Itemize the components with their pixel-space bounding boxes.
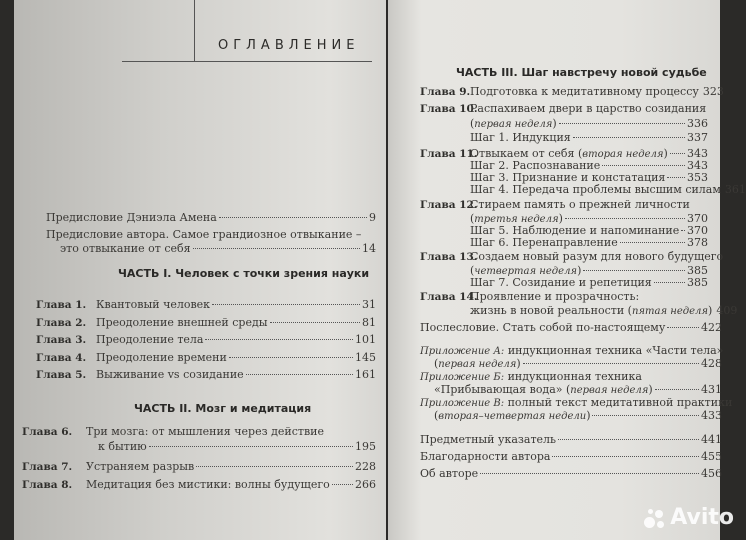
chapter-label: Глава 8. — [22, 479, 73, 491]
toc-entry[interactable]: (третья неделя) 370 — [470, 212, 708, 225]
toc-entry[interactable]: (первая неделя) 428 — [434, 357, 722, 370]
appendix-label: Приложение В: — [420, 398, 505, 409]
week-note: первая неделя — [570, 385, 649, 396]
page-number: 422 — [701, 321, 722, 334]
page-number: 370 — [687, 212, 708, 225]
appendix-label: Приложение Б: — [420, 372, 505, 383]
entry-title: Преодоление тела — [96, 333, 204, 346]
step-title: Шаг 7. Созидание и репетиция — [470, 276, 652, 289]
entry-title: Об авторе — [420, 467, 479, 480]
entry-title: Отвыкаем от себя — [470, 147, 575, 160]
entry-title: Преодоление времени — [96, 351, 227, 364]
step-title: Шаг 6. Перенаправление — [470, 236, 618, 249]
toc-entry[interactable] — [60, 242, 376, 257]
entry-title: Предисловие Дэниэла Амена — [46, 211, 217, 224]
toc-entry[interactable] — [86, 460, 376, 475]
week-note: первая неделя — [474, 119, 553, 130]
chapter-label: Глава 5. — [36, 369, 87, 381]
chapter-label: Глава 14. — [420, 291, 478, 303]
week-note: вторая неделя — [582, 149, 664, 160]
toc-entry[interactable]: жизнь в новой реальности (пятая неделя) 409 — [470, 304, 738, 317]
step-title: Шаг 4. Передача проблемы высшим силам — [470, 183, 721, 196]
chapter-label: Глава 6. — [22, 426, 73, 438]
toc-entry[interactable] — [470, 85, 724, 100]
page-number: 337 — [687, 131, 708, 144]
toc-entry[interactable] — [86, 478, 376, 493]
page-number: 431 — [701, 383, 722, 396]
page-number: 456 — [701, 467, 722, 480]
page-number: 101 — [355, 333, 376, 346]
avito-watermark — [644, 505, 734, 530]
toc-entry-line — [470, 290, 708, 305]
page-number: 161 — [355, 368, 376, 381]
entry-title: Предисловие автора. Самое грандиозное отвыкание – — [46, 228, 362, 241]
page-number: 228 — [355, 460, 376, 473]
chapter-label: Глава 10. — [420, 103, 478, 115]
chapter-label: Глава 2. — [36, 317, 87, 329]
week-note: вторая–четвертая недели — [438, 411, 587, 422]
toc-entry[interactable] — [420, 467, 722, 482]
toc-entry[interactable] — [46, 211, 376, 226]
entry-title: Создаем новый разум для нового будущего — [470, 250, 724, 263]
chapter-label: Глава 13. — [420, 251, 478, 263]
page-number: 428 — [701, 357, 722, 370]
entry-title: Устраняем разрыв — [86, 460, 195, 473]
chapter-label: Глава 7. — [22, 461, 73, 473]
toc-step[interactable] — [470, 183, 746, 198]
entry-title: индукционная техника — [507, 370, 642, 383]
toc-entry[interactable]: (первая неделя) 336 — [470, 117, 708, 130]
week-note: четвертая неделя — [474, 266, 578, 277]
toc-entry[interactable] — [420, 433, 722, 448]
step-title: Шаг 3. Признание и констатация — [470, 171, 666, 184]
toc-entry[interactable]: Отвыкаем от себя (вторая неделя) 343 — [470, 147, 708, 160]
week-note: третья неделя — [474, 214, 559, 225]
page-number: 385 — [687, 276, 708, 289]
entry-title: полный текст медитативной практики — [507, 396, 733, 409]
page-number: 409 — [716, 304, 738, 317]
toc-step[interactable] — [470, 131, 708, 146]
page-number: 343 — [687, 147, 708, 160]
page-number: 441 — [701, 433, 722, 446]
chapter-label: Глава 9. — [420, 86, 471, 98]
page-number: 81 — [362, 316, 376, 329]
toc-entry[interactable] — [96, 333, 376, 348]
page-number: 455 — [701, 450, 722, 463]
entry-title: «Прибывающая вода» — [434, 383, 563, 396]
entry-title: Послесловие. Стать собой по-настоящему — [420, 321, 666, 334]
entry-title: жизнь в новой реальности — [470, 304, 625, 317]
entry-title: Предметный указатель — [420, 433, 557, 446]
toc-entry-line — [86, 425, 376, 440]
page-number: 433 — [701, 409, 722, 422]
toc-entry[interactable]: (вторая–четвертая недели) 433 — [434, 409, 722, 422]
page-number: 361 — [724, 183, 746, 196]
part-heading: ЧАСТЬ II. Мозг и медитация — [134, 402, 312, 415]
right-page — [388, 0, 746, 540]
entry-title: Преодоление внешней среды — [96, 316, 268, 329]
part-heading: ЧАСТЬ I. Человек с точки зрения науки — [118, 267, 370, 280]
entry-title: к бытию — [98, 440, 147, 453]
chapter-label: Глава 3. — [36, 334, 87, 346]
toc-entry[interactable] — [420, 450, 722, 465]
toc-step[interactable] — [470, 276, 708, 291]
week-note: первая неделя — [438, 359, 517, 370]
page-number: 370 — [687, 224, 708, 237]
appendix-label: Приложение А: — [420, 346, 505, 357]
entry-title: Распахиваем двери в царство созидания — [470, 102, 707, 115]
page-number: 378 — [687, 236, 708, 249]
divider — [122, 61, 372, 62]
chapter-label: Глава 1. — [36, 299, 87, 311]
chapter-label: Глава 11. — [420, 148, 478, 160]
entry-title: Стираем память о прежней личности — [470, 198, 690, 211]
toc-entry-line — [470, 198, 708, 213]
watermark-text: Avito — [670, 505, 734, 530]
toc-entry[interactable]: «Прибывающая вода» (первая неделя) 431 — [434, 383, 722, 396]
step-title: Шаг 5. Наблюдение и напоминание — [470, 224, 680, 237]
toc-entry-line — [470, 250, 724, 265]
entry-title: Проявление и прозрачность: — [470, 290, 640, 303]
page-number: 9 — [369, 211, 376, 224]
page-number: 343 — [687, 159, 708, 172]
toc-entry[interactable]: (четвертая неделя) 385 — [470, 264, 708, 277]
chapter-label: Глава 12. — [420, 199, 478, 211]
toc-heading: ОГЛАВЛЕНИЕ — [218, 38, 360, 53]
divider — [194, 0, 195, 62]
entry-title: Квантовый человек — [96, 298, 211, 311]
week-note: пятая неделя — [631, 306, 709, 317]
page-number: 14 — [362, 242, 376, 255]
toc-entry[interactable] — [96, 351, 376, 366]
entry-title: индукционная техника «Части тела» — [507, 344, 724, 357]
page-number: 145 — [355, 351, 376, 364]
entry-title: Три мозга: от мышления через действие — [86, 425, 324, 438]
page-number: 323 — [702, 85, 724, 98]
page-number: 353 — [687, 171, 708, 184]
step-title: Шаг 1. Индукция — [470, 131, 571, 144]
page-number: 336 — [687, 117, 708, 130]
toc-step[interactable] — [470, 236, 708, 251]
toc-entry[interactable] — [96, 298, 376, 313]
entry-title: Медитация без мистики: волны будущего — [86, 478, 330, 491]
chapter-label: Глава 4. — [36, 352, 87, 364]
entry-title: Благодарности автора — [420, 450, 551, 463]
page-number: 195 — [355, 440, 376, 453]
toc-entry-line — [470, 102, 708, 117]
part-heading: ЧАСТЬ III. Шаг навстречу новой судьбе — [456, 66, 707, 79]
avito-logo-icon — [644, 507, 666, 529]
toc-entry[interactable] — [96, 316, 376, 331]
left-page — [14, 0, 386, 540]
page-number: 31 — [362, 298, 376, 311]
toc-entry-line — [46, 228, 376, 243]
entry-title: Выживание vs созидание — [96, 368, 244, 381]
entry-title: Подготовка к медитативному процессу — [470, 85, 699, 98]
page-number: 385 — [687, 264, 708, 277]
toc-entry[interactable] — [420, 321, 722, 336]
page-number: 266 — [355, 478, 376, 491]
toc-entry[interactable] — [96, 368, 376, 383]
toc-entry[interactable] — [98, 440, 376, 455]
entry-title: это отвыкание от себя — [60, 242, 191, 255]
step-title: Шаг 2. Распознавание — [470, 159, 601, 172]
